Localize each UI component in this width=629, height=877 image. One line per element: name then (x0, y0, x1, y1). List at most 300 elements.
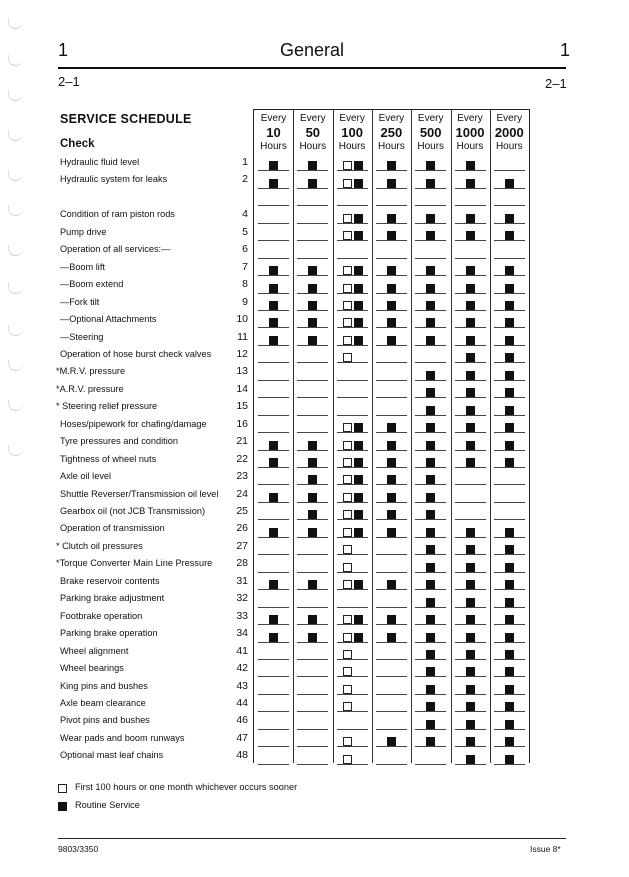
first-service-icon (343, 179, 352, 188)
routine-service-icon (426, 633, 435, 642)
cell-underline (258, 362, 289, 363)
check-item-ref: 16 (236, 417, 248, 430)
cell-underline (297, 327, 328, 328)
cell-underline (415, 275, 446, 276)
routine-service-icon (354, 423, 363, 432)
cell-underline (455, 642, 486, 643)
check-item-row (58, 468, 248, 485)
check-item-row (58, 486, 248, 503)
schedule-cell (255, 399, 292, 416)
schedule-cell (373, 696, 410, 713)
first-service-icon (343, 441, 352, 450)
column-header-hours: Hours (495, 141, 523, 152)
schedule-cell (491, 539, 528, 556)
schedule-cell (294, 172, 331, 189)
schedule-cell (373, 364, 410, 381)
schedule-cell (452, 399, 489, 416)
schedule-cell (412, 748, 449, 765)
check-item-label: Condition of ram piston rods (60, 209, 175, 220)
routine-service-icon (466, 615, 475, 624)
check-item-label: * Steering relief pressure (56, 401, 158, 412)
schedule-cell (412, 556, 449, 573)
first-service-icon (343, 633, 352, 642)
check-item-label: Axle oil level (60, 471, 112, 482)
routine-service-icon (387, 284, 396, 293)
schedule-cell (412, 731, 449, 748)
cell-underline (376, 746, 407, 747)
check-item-ref: 21 (236, 435, 248, 448)
routine-service-icon (426, 737, 435, 746)
cell-underline (415, 502, 446, 503)
schedule-cell (373, 487, 410, 504)
routine-service-icon (387, 580, 396, 589)
routine-service-icon (426, 231, 435, 240)
cell-underline (337, 275, 368, 276)
cell-underline (494, 380, 525, 381)
schedule-cell (491, 748, 528, 765)
check-item-row (58, 154, 248, 171)
routine-service-icon (505, 667, 514, 676)
cell-underline (455, 607, 486, 608)
check-item-label: Gearbox oil (not JCB Transmission) (60, 506, 206, 516)
cell-underline (455, 293, 486, 294)
cell-underline (455, 327, 486, 328)
check-item-row (58, 189, 248, 206)
cell-underline (455, 240, 486, 241)
cell-underline (376, 293, 407, 294)
schedule-cell (294, 574, 331, 591)
routine-service-icon (505, 545, 514, 554)
cell-underline (455, 554, 486, 555)
cell-underline (337, 607, 368, 608)
cell-underline (415, 537, 446, 538)
routine-service-icon (387, 633, 396, 642)
cell-underline (258, 764, 289, 765)
check-item-label: King pins and bushes (60, 680, 148, 691)
routine-service-icon (269, 161, 278, 170)
check-item-row (58, 363, 248, 380)
cell-underline (415, 659, 446, 660)
schedule-cell (255, 679, 292, 696)
schedule-cell (452, 661, 489, 678)
check-item-ref: 7 (242, 260, 248, 273)
first-service-icon (343, 353, 352, 362)
check-item-ref: 1 (242, 156, 248, 168)
cell-underline (337, 642, 368, 643)
cell-underline (337, 624, 368, 625)
check-item-row (58, 608, 248, 625)
binding-hole-mark (8, 283, 23, 294)
cell-underline (376, 607, 407, 608)
schedule-cell (294, 591, 331, 608)
schedule-cell (255, 330, 292, 347)
cell-underline (415, 258, 446, 259)
routine-service-icon (505, 284, 514, 293)
cell-underline (376, 380, 407, 381)
schedule-cell (491, 452, 528, 469)
schedule-cell (452, 190, 489, 207)
schedule-cell (491, 225, 528, 242)
check-item-ref: 23 (236, 470, 248, 483)
cell-underline (297, 572, 328, 573)
binding-hole-mark (8, 245, 23, 256)
cell-underline (455, 659, 486, 660)
cell-underline (415, 694, 446, 695)
schedule-cell (255, 452, 292, 469)
check-item-ref: 10 (236, 313, 248, 326)
filled-square-icon (58, 802, 67, 811)
first-service-icon (343, 214, 352, 223)
routine-service-icon (354, 510, 363, 519)
schedule-cell (412, 364, 449, 381)
cell-underline (376, 659, 407, 660)
cell-underline (258, 327, 289, 328)
check-item-label: Operation of all services:— (60, 244, 171, 255)
column-header-hours: Hours (456, 141, 484, 152)
column-header-hrs: 1000 (455, 125, 485, 140)
check-item-row (58, 294, 248, 311)
schedule-cell (412, 487, 449, 504)
first-service-icon (343, 685, 352, 694)
cell-underline (494, 258, 525, 259)
check-item-row (58, 451, 248, 468)
column-header-every: Every (339, 113, 365, 124)
cell-underline (258, 275, 289, 276)
cell-underline (455, 711, 486, 712)
check-item-ref: 42 (236, 662, 248, 675)
schedule-cell (491, 556, 528, 573)
schedule-cell (334, 434, 371, 451)
routine-service-icon (269, 528, 278, 537)
routine-service-icon (426, 563, 435, 572)
first-service-icon (343, 545, 352, 554)
schedule-cell (255, 225, 292, 242)
routine-service-icon (426, 388, 435, 397)
check-item-row (58, 678, 248, 695)
cell-underline (415, 345, 446, 346)
cell-underline (337, 467, 368, 468)
routine-service-icon (269, 580, 278, 589)
cell-underline (455, 188, 486, 189)
column-header (490, 112, 529, 154)
routine-service-icon (387, 458, 396, 467)
cell-underline (455, 310, 486, 311)
routine-service-icon (466, 179, 475, 188)
schedule-cell (373, 190, 410, 207)
routine-service-icon (426, 685, 435, 694)
schedule-cell (491, 242, 528, 259)
check-item-label: —Steering (60, 331, 104, 342)
cell-underline (337, 240, 368, 241)
schedule-cell (334, 382, 371, 399)
cell-underline (415, 397, 446, 398)
cell-underline (415, 642, 446, 643)
schedule-cell (334, 469, 371, 486)
schedule-cell (334, 172, 371, 189)
cell-underline (297, 170, 328, 171)
routine-service-icon (354, 161, 363, 170)
schedule-cell (373, 661, 410, 678)
schedule-grid (253, 109, 530, 763)
check-item-ref: 14 (236, 382, 248, 395)
schedule-cell (452, 469, 489, 486)
schedule-cell (412, 521, 449, 538)
cell-underline (258, 729, 289, 730)
schedule-cell (373, 382, 410, 399)
check-item-label: Shuttle Reverser/Transmission oil level (60, 488, 219, 499)
cell-underline (415, 746, 446, 747)
cell-underline (455, 397, 486, 398)
cell-underline (415, 572, 446, 573)
check-item-row (58, 747, 248, 764)
cell-underline (376, 205, 407, 206)
cell-underline (455, 537, 486, 538)
first-service-icon (343, 528, 352, 537)
column-header-every: Every (496, 113, 523, 124)
cell-underline (258, 607, 289, 608)
schedule-cell (412, 469, 449, 486)
routine-service-icon (466, 737, 475, 746)
cell-underline (415, 764, 446, 765)
check-item-row (58, 503, 248, 520)
routine-service-icon (466, 598, 475, 607)
schedule-cell (373, 399, 410, 416)
schedule-cell (452, 696, 489, 713)
routine-service-icon (387, 318, 396, 327)
routine-service-icon (308, 493, 317, 502)
cell-underline (258, 293, 289, 294)
schedule-cell (334, 155, 371, 172)
binding-hole-mark (8, 55, 23, 66)
routine-service-icon (426, 545, 435, 554)
cell-underline (337, 310, 368, 311)
schedule-cell (334, 295, 371, 312)
schedule-cell (452, 330, 489, 347)
cell-underline (258, 554, 289, 555)
routine-service-icon (426, 528, 435, 537)
routine-service-icon (426, 475, 435, 484)
cell-underline (455, 258, 486, 259)
routine-service-icon (426, 667, 435, 676)
cell-underline (494, 275, 525, 276)
cell-underline (455, 484, 486, 485)
routine-service-icon (466, 667, 475, 676)
schedule-cell (412, 242, 449, 259)
binding-hole-mark (8, 18, 23, 29)
check-item-ref: 24 (236, 487, 248, 500)
check-item-row (58, 573, 248, 590)
routine-service-icon (426, 493, 435, 502)
schedule-cell (412, 260, 449, 277)
first-service-icon (343, 615, 352, 624)
schedule-cell (373, 504, 410, 521)
check-item-label: —Optional Attachments (60, 314, 157, 325)
routine-service-icon (505, 650, 514, 659)
cell-underline (494, 624, 525, 625)
cell-underline (337, 711, 368, 712)
schedule-cell (491, 417, 528, 434)
cell-underline (494, 502, 525, 503)
routine-service-icon (354, 318, 363, 327)
cell-underline (337, 589, 368, 590)
column-header-every: Every (378, 113, 405, 124)
schedule-cell (452, 260, 489, 277)
column-header-hours: Hours (299, 141, 327, 152)
cell-underline (297, 676, 328, 677)
schedule-cell (373, 330, 410, 347)
check-item-row (58, 276, 248, 293)
schedule-cell (491, 731, 528, 748)
schedule-cell (255, 556, 292, 573)
routine-service-icon (426, 336, 435, 345)
schedule-cell (452, 242, 489, 259)
cell-underline (258, 205, 289, 206)
schedule-cell (491, 487, 528, 504)
cell-underline (337, 694, 368, 695)
cell-underline (494, 694, 525, 695)
schedule-cell (255, 521, 292, 538)
cell-underline (258, 484, 289, 485)
cell-underline (494, 484, 525, 485)
check-item-label: Hydraulic fluid level (60, 157, 140, 167)
schedule-cell (334, 242, 371, 259)
page-number-right: 2–1 (545, 76, 567, 91)
cell-underline (297, 711, 328, 712)
column-header-hours: Hours (417, 141, 445, 152)
first-service-icon (343, 336, 352, 345)
routine-service-icon (505, 423, 514, 432)
check-item-label: Tyre pressures and condition (60, 436, 178, 447)
check-item-label: Footbrake operation (60, 610, 143, 621)
check-item-ref: 41 (236, 644, 248, 657)
cell-underline (297, 484, 328, 485)
cell-underline (494, 223, 525, 224)
check-item-row (58, 625, 248, 642)
first-service-icon (343, 318, 352, 327)
routine-service-icon (308, 458, 317, 467)
column-header-hours: Hours (378, 141, 405, 152)
schedule-cell (294, 207, 331, 224)
schedule-cell (491, 521, 528, 538)
schedule-cell (334, 521, 371, 538)
cell-underline (455, 205, 486, 206)
cell-underline (455, 467, 486, 468)
cell-underline (337, 293, 368, 294)
cell-underline (337, 676, 368, 677)
first-service-icon (343, 702, 352, 711)
document-number: 9803/3350 (58, 844, 99, 854)
cell-underline (337, 380, 368, 381)
cell-underline (297, 432, 328, 433)
check-item-row (58, 730, 248, 747)
routine-service-icon (308, 284, 317, 293)
check-item-label: —Boom lift (60, 261, 105, 272)
check-item-ref: 6 (242, 243, 248, 256)
schedule-cell (491, 679, 528, 696)
column-header (411, 112, 450, 154)
schedule-cell (452, 277, 489, 294)
routine-service-icon (426, 650, 435, 659)
cell-underline (297, 642, 328, 643)
routine-service-icon (505, 563, 514, 572)
routine-service-icon (426, 214, 435, 223)
routine-service-icon (354, 615, 363, 624)
routine-service-icon (466, 214, 475, 223)
schedule-cell (294, 556, 331, 573)
cell-underline (376, 694, 407, 695)
schedule-cell (294, 539, 331, 556)
routine-service-icon (354, 284, 363, 293)
schedule-cell (373, 295, 410, 312)
schedule-cell (334, 260, 371, 277)
routine-service-icon (269, 179, 278, 188)
cell-underline (455, 415, 486, 416)
routine-service-icon (505, 633, 514, 642)
schedule-cell (373, 155, 410, 172)
cell-underline (258, 676, 289, 677)
cell-underline (376, 711, 407, 712)
schedule-cell (412, 347, 449, 364)
schedule-cell (412, 452, 449, 469)
schedule-cell (255, 260, 292, 277)
schedule-cell (373, 521, 410, 538)
schedule-cell (373, 713, 410, 730)
routine-service-icon (466, 650, 475, 659)
cell-underline (258, 415, 289, 416)
cell-underline (455, 572, 486, 573)
check-item-ref: 26 (236, 522, 248, 535)
legend-first-label: First 100 hours or one month whichever occurs sooner (75, 782, 298, 792)
check-item-label: Wheel alignment (60, 645, 129, 656)
schedule-cell (373, 748, 410, 765)
column-header-every: Every (417, 113, 444, 124)
routine-service-icon (505, 179, 514, 188)
check-item-label: Hoses/pipework for chafing/damage (60, 418, 207, 429)
check-item-label: *M.R.V. pressure (56, 366, 126, 377)
schedule-cell (452, 626, 489, 643)
check-item-ref: 12 (236, 347, 248, 360)
routine-service-icon (426, 720, 435, 729)
routine-service-icon (269, 458, 278, 467)
routine-service-icon (308, 580, 317, 589)
first-service-icon (343, 423, 352, 432)
cell-underline (494, 310, 525, 311)
schedule-cell (373, 452, 410, 469)
check-item-ref: 31 (236, 574, 248, 587)
routine-service-icon (466, 720, 475, 729)
routine-service-icon (387, 266, 396, 275)
routine-service-icon (308, 161, 317, 170)
check-item-ref: 11 (237, 330, 248, 343)
column-header-hrs: 250 (380, 125, 403, 140)
schedule-cell (294, 644, 331, 661)
schedule-cell (452, 713, 489, 730)
routine-service-icon (466, 231, 475, 240)
routine-service-icon (466, 266, 475, 275)
schedule-cell (491, 626, 528, 643)
schedule-cell (373, 609, 410, 626)
routine-service-icon (387, 737, 396, 746)
cell-underline (337, 572, 368, 573)
schedule-cell (294, 452, 331, 469)
schedule-cell (491, 713, 528, 730)
cell-underline (337, 484, 368, 485)
schedule-cell (255, 609, 292, 626)
schedule-cell (255, 434, 292, 451)
binding-hole-mark (8, 205, 23, 216)
cell-underline (455, 362, 486, 363)
cell-underline (376, 484, 407, 485)
